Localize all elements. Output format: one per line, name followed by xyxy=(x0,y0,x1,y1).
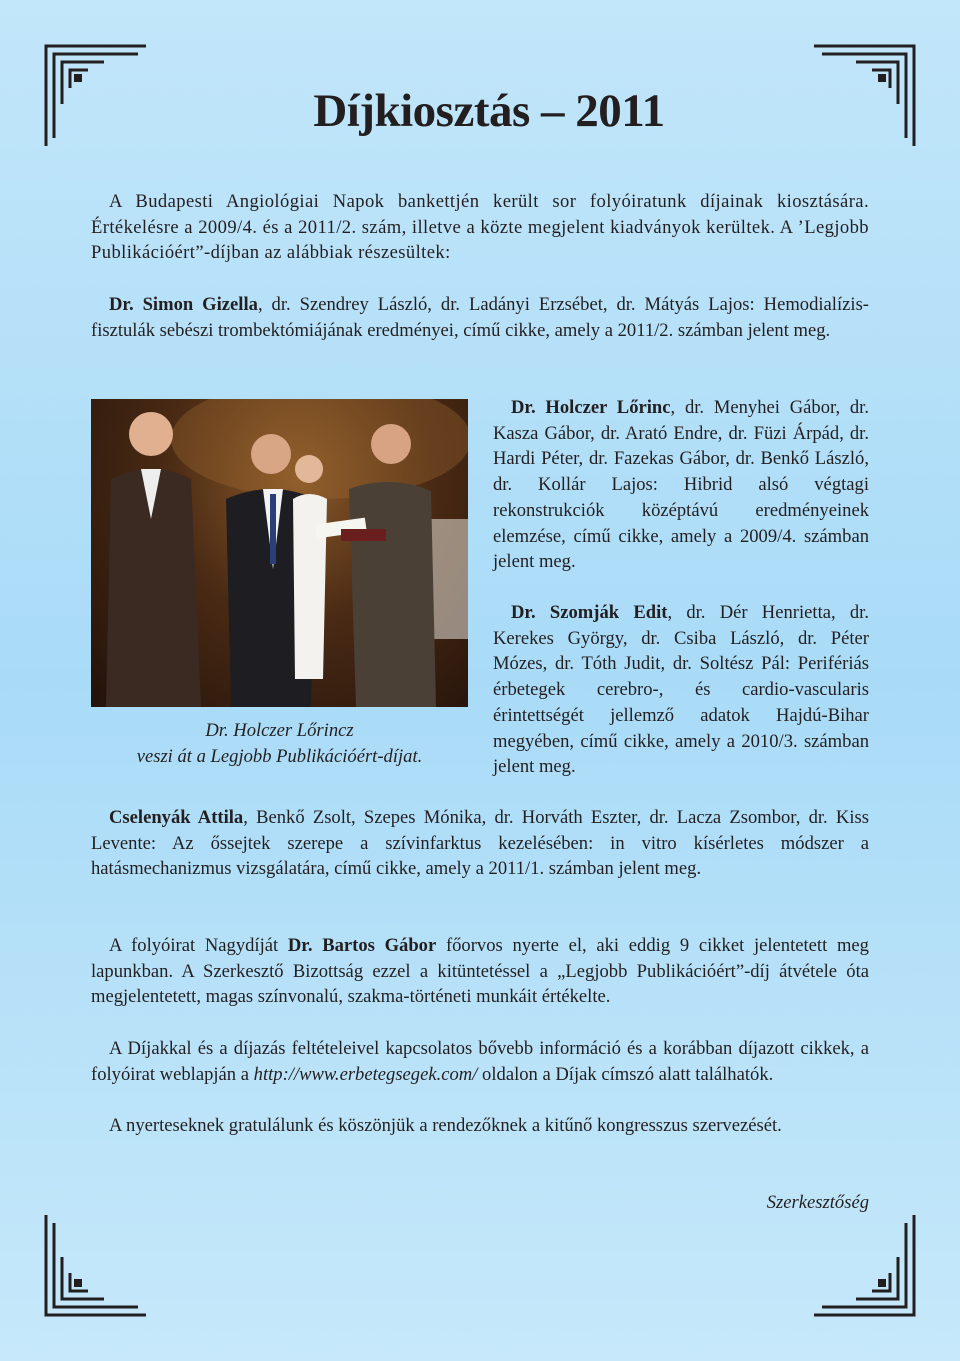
signature: Szerkesztőség xyxy=(766,1192,869,1213)
award-cselenyak-paragraph xyxy=(91,805,869,882)
website-link[interactable]: http://www.erbetegsegek.com/ xyxy=(253,1063,478,1085)
award-lead-name: Dr. Simon Gizella xyxy=(109,294,258,315)
caption-text: veszi át a Legjobb Publikációért-díjat. xyxy=(136,745,423,767)
award-szomjak-paragraph xyxy=(493,600,869,780)
page-title: Díjkiosztás – 2011 xyxy=(313,85,665,137)
info-post: oldalon a Díjak címszó alatt találhatók. xyxy=(477,1063,774,1085)
award-lead-name: Dr. Szomják Edit xyxy=(511,602,668,623)
award-text: , dr. Menyhei Gábor, dr. Kasza Gábor, dr. Arató Endre, dr. Füzi Árpád, dr. Hardi Péter, dr. Fazekas Gábor, dr. Benkő László, dr. Kollár Lajos: Hibrid alsó végtagi rekonstrukciók középtávú eredményeinek elemzése, című cikke, amely a 2009/4. számban jelent meg. xyxy=(493,397,869,573)
info-pre: A Díjakkal és a díjazás feltételeivel kapcsolatos bővebb információ és a korábban díjazott cikkek, a folyóirat weblapján a xyxy=(91,1038,869,1085)
grand-prize-pre: A folyóirat Nagydíját xyxy=(109,935,288,956)
caption-name: Dr. Holczer Lőrincz xyxy=(205,720,354,741)
award-text: , Benkő Zsolt, Szepes Mónika, dr. Horváth Eszter, dr. Lacza Zsombor, dr. Kiss Levente: Az őssejtek szerepe a szívinfarktus kezelésében: in vitro kísérletes módszer a hatásmechanizmus vizsgálatára, című cikke, amely a 2011/1. számban jelent meg. xyxy=(91,807,869,880)
grand-prize-post: főorvos nyerte el, aki eddig 9 cikket jelentetett meg lapunkban. A Szerkesztő Bizottság ezzel a kitüntetéssel a „Legjobb Publikációért”-díj átvétele óta megjelentetett, magas színvonalú, szakma-történeti munkáit értékelte. xyxy=(91,935,869,1008)
award-lead-name: Dr. Holczer Lőrinc xyxy=(511,397,671,418)
info-paragraph xyxy=(91,1036,869,1087)
grand-prize-name: Dr. Bartos Gábor xyxy=(287,935,437,956)
award-holczer-paragraph xyxy=(493,395,869,575)
grand-prize-paragraph xyxy=(91,933,869,1010)
award-simon-paragraph xyxy=(91,292,869,343)
intro-paragraph: A Budapesti Angiológiai Napok bankettjén került sor folyóiratunk díjainak kiosztására. Értékelésre a 2009/4. és a 2011/2. szám, illetve a közte megjelent kiadványok kerültek. A ’Legjobb Publikációért”-díjban az alábbiak részesültek: xyxy=(91,191,869,264)
corner-ornament-icon xyxy=(44,1213,148,1317)
award-text: , dr. Dér Henrietta, dr. Kerekes György, dr. Csiba László, dr. Péter Mózes, dr. Tóth Judit, dr. Soltész Pál: Perifériás érbetegek cerebro-, és cardio-vascularis érintettségét jellemző adatok Hajdú-Bihar megyében, című cikke, amely a 2010/3. számban jelent meg. xyxy=(493,602,869,778)
thanks-paragraph: A nyerteseknek gratulálunk és köszönjük a rendezőknek a kitűnő kongresszus szervezését. xyxy=(109,1115,782,1136)
photo-caption xyxy=(91,718,468,769)
award-lead-name: Cselenyák Attila xyxy=(109,807,244,828)
award-text: , dr. Szendrey László, dr. Ladányi Erzsébet, dr. Mátyás Lajos: Hemodialízis-fisztulák sebészi trombektómiájának eredményei, című cikke, amely a 2011/2. számban jelent meg. xyxy=(91,294,869,341)
corner-ornament-icon xyxy=(812,1213,916,1317)
award-ceremony-photo xyxy=(91,399,468,707)
